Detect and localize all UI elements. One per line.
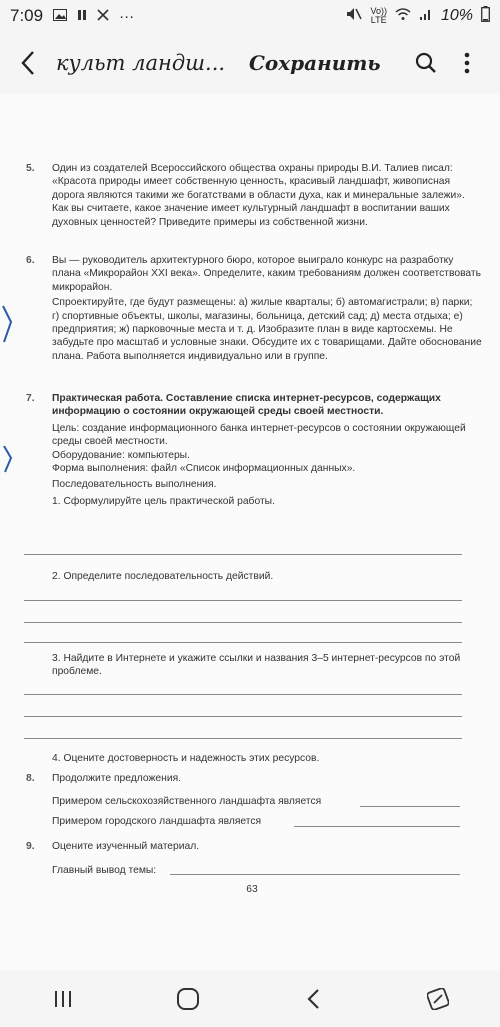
back-nav-button[interactable] (283, 977, 343, 1021)
task-title: Практическая работа. Составление списка интернет-ресурсов, содержащих информацию о состоянии окружающей среды своей местности. (52, 393, 441, 418)
task-5 (22, 162, 482, 229)
task-text: Продолжите предложения. (52, 773, 182, 784)
fill-in-prompt: Примером городского ландшафта является (52, 816, 262, 827)
task-step: 4. Оцените достоверность и надежность этих ресурсов. (52, 753, 320, 764)
battery-icon (481, 6, 490, 26)
task-step: 1. Сформулируйте цель практической работы. (52, 495, 275, 507)
more-options-button[interactable] (455, 48, 479, 78)
task-6 (22, 254, 482, 363)
volte-indicator: Vo)) LTE (370, 6, 387, 25)
document-title: культ ландш... (56, 51, 226, 75)
chevron-left-icon (20, 50, 36, 76)
answer-line (24, 694, 462, 695)
task-7 (22, 392, 482, 508)
edit-icon (427, 988, 449, 1010)
pen-mark (0, 444, 14, 474)
page-number: 63 (246, 884, 258, 895)
answer-line (360, 806, 460, 807)
answer-line (24, 642, 462, 643)
home-button[interactable] (158, 977, 218, 1021)
recents-icon (53, 990, 73, 1008)
task-number: 9. (26, 841, 35, 852)
fill-in-prompt: Примером сельскохозяйственного ландшафта является (52, 796, 322, 807)
task-text: Спроектируйте, где будут размещены: а) жилые кварталы; б) автомагистрали; в) парки; г) спортивные объекты, школы, магазины, больница, детский сад; д) места отдыха; е) предприятия; ж) парковочные места и т. д. Изобразите план в виде картосхемы. Не забудьте про масштаб и условные знаки. Обсудите их с товарищами. Дайте обоснование плана. Работа выполняется индивидуально или в группе. (52, 297, 482, 362)
fill-in-prompt: Главный вывод темы: (52, 865, 157, 876)
status-bar (0, 0, 500, 32)
task-text: Вы — руководитель архитектурного бюро, которое выиграло конкурс на разработку плана «Микрорайон XXI века». Определите, каким требованиям должен соответствовать микрорайон. (52, 255, 482, 293)
save-button[interactable]: Сохранить (249, 51, 381, 75)
more-vert-icon (464, 52, 470, 74)
answer-line (24, 554, 462, 555)
task-step: 2. Определите последовательность действий. (52, 571, 274, 582)
task-text: Оцените изученный материал. (52, 841, 200, 852)
search-icon (415, 52, 437, 74)
answer-line (24, 600, 462, 601)
task-number: 5. (26, 163, 35, 174)
answer-line (170, 874, 460, 875)
answer-line (24, 716, 462, 717)
app-bar (0, 32, 500, 94)
answer-line (24, 738, 462, 739)
task-number: 8. (26, 773, 35, 784)
home-icon (176, 987, 200, 1011)
more-notifications: ··· (119, 7, 135, 25)
pause-icon (77, 8, 87, 24)
signal-icon (419, 8, 433, 25)
edit-button[interactable] (408, 977, 468, 1021)
document-viewer[interactable] (0, 94, 500, 970)
close-icon (97, 8, 109, 24)
document-page (22, 152, 482, 952)
wifi-icon (395, 8, 411, 25)
mute-icon (346, 7, 362, 25)
back-button[interactable] (0, 32, 56, 94)
task-number: 6. (26, 255, 35, 266)
task-equipment: Оборудование: компьютеры. (52, 449, 190, 461)
answer-line (294, 826, 460, 827)
task-8 (22, 772, 482, 785)
task-format: Форма выполнения: файл «Список информационных данных». (52, 463, 356, 475)
pen-mark (0, 304, 14, 344)
battery-level: 10% (440, 7, 473, 24)
recents-button[interactable] (33, 977, 93, 1021)
search-button[interactable] (411, 48, 441, 78)
task-9 (22, 840, 482, 853)
back-icon (306, 988, 320, 1010)
task-sequence: Последовательность выполнения. (52, 479, 217, 491)
task-step: 3. Найдите в Интернете и укажите ссылки и названия 3–5 интернет-ресурсов по этой проблеме. (52, 653, 461, 677)
task-text: Один из создателей Всероссийского общества охраны природы В.И. Талиев писал: «Красота природы имеет собственную ценность, красивый ландшафт, живописная дорога являются такими же богатствами в области духа, как и минеральные залежи». Как вы считаете, какое значение имеет культурный ландшафт в воспитании ваших духовных ценностей? Приведите примеры из собственной жизни. (52, 163, 465, 228)
task-goal: Цель: создание информационного банка интернет-ресурсов о состоянии окружающей среды своей местности. (52, 422, 466, 448)
image-icon (53, 8, 67, 24)
task-number: 7. (26, 393, 35, 404)
status-time: 7:09 (10, 6, 44, 25)
navigation-bar (0, 970, 500, 1027)
answer-line (24, 622, 462, 623)
